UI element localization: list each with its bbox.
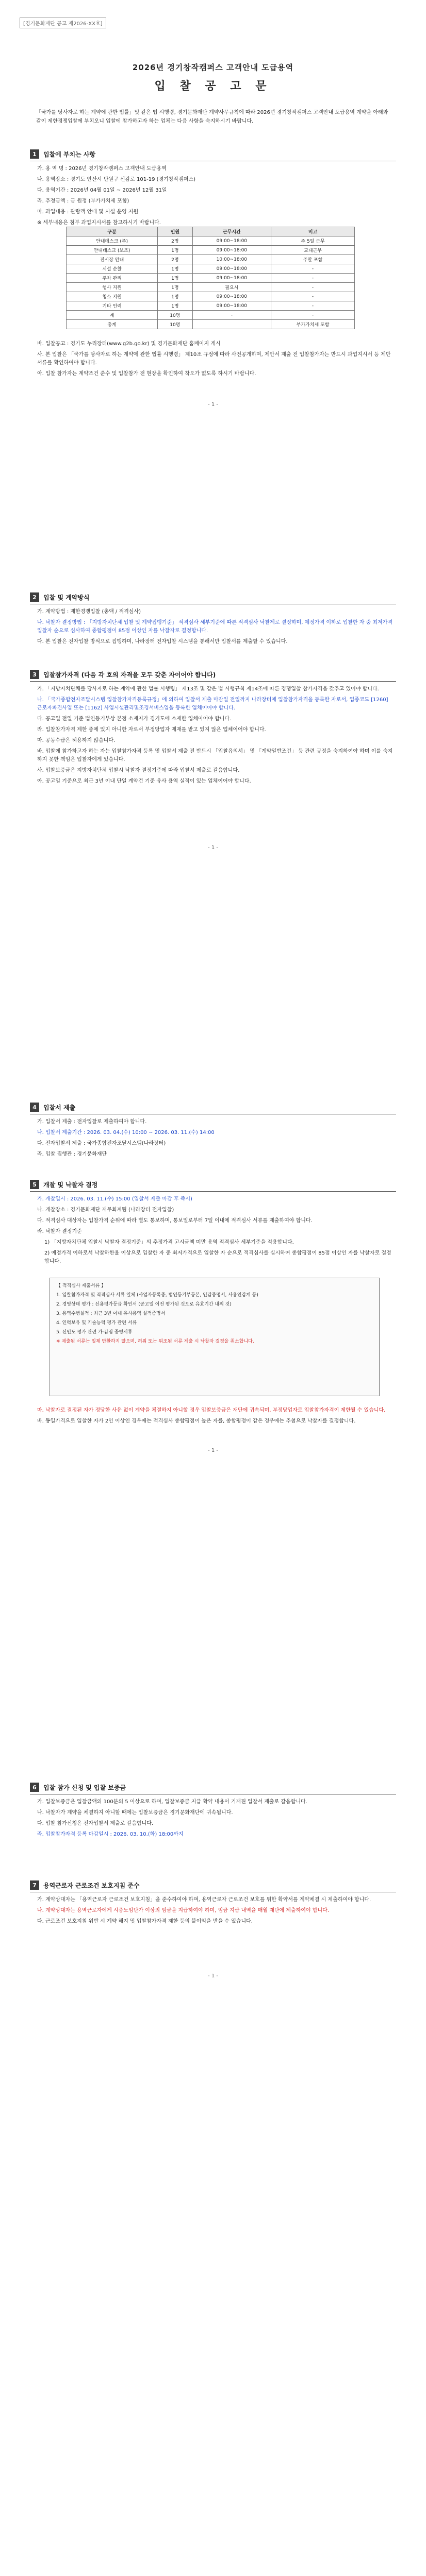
section-1-notes xyxy=(37,340,393,381)
list-item: 다. 전자입찰서 제출 : 국가종합전자조달시스템(나라장터) xyxy=(37,1141,166,1146)
table-header: 구분 xyxy=(67,227,158,236)
list-item: 다. 용역기간 : 2026년 04월 01일 ~ 2026년 12월 31일 xyxy=(37,188,167,193)
section-divider xyxy=(30,1191,396,1192)
list-item: 다. 근로조건 보호지침 위반 시 계약 해지 및 입찰참가자격 제한 등의 불이익을 받을 수 있습니다. xyxy=(37,1919,253,1924)
section-7-header xyxy=(30,1880,139,1890)
section-number: 2 xyxy=(30,592,39,602)
list-item: 아. 입찰 참가자는 계약조건 준수 및 입찰참가 전 현장을 확인하여 착오가 없도록 하시기 바랍니다. xyxy=(37,371,256,377)
box-line: 5. 신인도 평가 관련 가·감점 증빙서류 xyxy=(56,1330,133,1335)
table-cell: 09:00~18:00 xyxy=(192,264,271,274)
note: ※ 세부내용은 첨부 과업지시서를 참고하시기 바랍니다. xyxy=(37,220,161,226)
list-item: 다. 공고일 전일 기준 법인등기부상 본점 소재지가 경기도에 소재한 업체이어야 합니다. xyxy=(37,716,232,722)
section-divider xyxy=(30,681,396,682)
table-cell: 09:00~18:00 xyxy=(192,274,271,283)
list-item: 다. 입찰 참가신청은 전자입찰서 제출로 갈음합니다. xyxy=(37,1821,154,1826)
table-cell: - xyxy=(271,283,355,292)
table-cell: - xyxy=(192,311,271,320)
table-cell: 총계 xyxy=(67,320,158,329)
section-title: 입찰 참가 신청 및 입찰 보증금 xyxy=(43,1784,126,1791)
table-cell: 09:00~18:00 xyxy=(192,292,271,301)
table-row xyxy=(67,301,355,311)
qualification-documents-box xyxy=(50,1278,380,1396)
table-cell: 부가가치세 포함 xyxy=(271,320,355,329)
section-4-body xyxy=(37,1118,393,1161)
section-title: 용역근로자 근로조건 보호지침 준수 xyxy=(43,1882,140,1889)
list-item: 바. 동일가격으로 입찰한 자가 2인 이상인 경우에는 적격심사 종합평점이 높은 자를, 종합평점이 같은 경우에는 추첨으로 낙찰자를 결정합니다. xyxy=(37,1418,356,1424)
table-cell: - xyxy=(271,274,355,283)
table-row xyxy=(67,311,355,320)
section-number: 6 xyxy=(30,1783,39,1792)
list-item: 나. 용역장소 : 경기도 안산시 단원구 선감로 101-19 (경기창작캠퍼스) xyxy=(37,177,196,182)
table-cell: 1명 xyxy=(158,292,192,301)
table-cell: 10명 xyxy=(158,311,192,320)
announcement-subtitle: 2026년 경기창작캠퍼스 고객안내 도급용역 xyxy=(132,63,294,72)
section-5-body xyxy=(37,1195,393,1268)
list-item: 나. 개찰장소 : 경기문화재단 재무회계팀 (나라장터 전자입찰) xyxy=(37,1207,174,1213)
table-cell: 09:00~18:00 xyxy=(192,301,271,311)
table-cell: - xyxy=(271,264,355,274)
list-item: 가. 용 역 명 : 2026년 경기창작캠퍼스 고객안내 도급용역 xyxy=(37,166,167,172)
section-2-body xyxy=(37,608,393,649)
list-item: 다. 적격심사 대상자는 입찰가격 순위에 따라 별도 통보하며, 통보일로부터 7일 이내에 적격심사 서류를 제출하여야 합니다. xyxy=(37,1218,313,1224)
list-item: 가. 개찰일시 : 2026. 03. 11.(수) 15:00 (입찰서 제출 마감 후 즉시) xyxy=(37,1196,192,1202)
table-cell: 기타 인력 xyxy=(67,301,158,311)
page-number-mark: - 1 - xyxy=(208,1973,218,1979)
section-title: 입찰서 제출 xyxy=(43,1104,76,1111)
list-item: 가. 「지방자치단체를 당사자로 하는 계약에 관한 법률 시행령」 제13조 및 같은 법 시행규칙 제14조에 따른 경쟁입찰 참가자격을 갖추고 있어야 합니다. xyxy=(37,686,379,692)
list-item: 2) 예정가격 이하로서 낙찰하한율 이상으로 입찰한 자 중 최저가격으로 입찰한 자 순으로 적격심사를 실시하여 종합평점이 85점 이상인 자를 낙찰자로 결정합니다. xyxy=(44,1250,391,1264)
table-cell: 시설 순찰 xyxy=(67,264,158,274)
list-item: 가. 계약상대자는 「용역근로자 근로조건 보호지침」을 준수하여야 하며, 용역근로자 근로조건 보호를 위한 확약서를 계약체결 시 제출하여야 합니다. xyxy=(37,1897,371,1903)
list-item: 마. 과업내용 : 관람객 안내 및 시설 운영 지원 xyxy=(37,209,139,215)
section-number: 5 xyxy=(30,1180,39,1189)
list-item: 나. 낙찰자 결정방법 : 「지방자치단체 입찰 및 계약집행기준」 적격심사 세부기준에 따른 적격심사 낙찰제로 결정하며, 예정가격 이하로 입찰한 자 중 최저가격 입찰자 순으로 심사하여 종합평점이 85점 이상인 자를 낙찰자로 결정합니다. xyxy=(37,620,393,634)
table-row xyxy=(67,236,355,246)
list-item: 1) 「지방자치단체 입찰시 낙찰자 결정기준」의 추정가격 고시금액 미만 용역 적격심사 세부기준을 적용합니다. xyxy=(44,1240,294,1245)
list-item: 마. 공동수급은 허용하지 않습니다. xyxy=(37,738,116,743)
section-title: 입찰에 부치는 사항 xyxy=(43,150,96,158)
list-item: 라. 추정금액 : 금 원정 (부가가치세 포함) xyxy=(37,198,129,204)
list-item: 나. 입찰서 제출기간 : 2026. 03. 04.(수) 10:00 ~ 2026. 03. 11.(수) 14:00 xyxy=(37,1130,215,1136)
section-1-body xyxy=(37,165,393,230)
table-row xyxy=(67,283,355,292)
box-line: 2. 경영상태 평가 : 신용평가등급 확인서 (공고일 이전 평가된 것으로 유효기간 내의 것) xyxy=(56,1302,232,1307)
table-row xyxy=(67,320,355,329)
section-3-header xyxy=(30,670,216,679)
staffing-table xyxy=(66,227,355,329)
list-item: 라. 입찰참가자격 등록 마감일시 : 2026. 03. 10.(화) 18:00까지 xyxy=(37,1832,184,1837)
list-item: 바. 입찰에 참가하고자 하는 자는 입찰참가자격 등록 및 입찰서 제출 전 반드시 「입찰유의서」 및 「계약일반조건」 등 관련 규정을 숙지하여야 하며 이를 숙지하지 못한 책임은 입찰자에게 있습니다. xyxy=(37,749,393,762)
list-item: 나. 낙찰자가 계약을 체결하지 아니할 때에는 입찰보증금은 경기문화재단에 귀속됩니다. xyxy=(37,1810,233,1816)
table-row xyxy=(67,264,355,274)
table-row xyxy=(67,274,355,283)
box-line: 4. 인력보유 및 기술능력 평가 관련 서류 xyxy=(56,1320,137,1326)
section-number: 3 xyxy=(30,670,39,679)
table-cell: 계 xyxy=(67,311,158,320)
list-item: 가. 계약방법 : 제한경쟁입찰 (총액 / 적격심사) xyxy=(37,609,141,615)
section-4-header xyxy=(30,1103,75,1112)
table-cell xyxy=(192,320,271,329)
list-item: 라. 입찰참가자격 제한 중에 있지 아니한 자로서 부정당업자 제재를 받고 있지 않은 업체이어야 합니다. xyxy=(37,727,266,733)
table-header: 비고 xyxy=(271,227,355,236)
table-cell: 1명 xyxy=(158,301,192,311)
section-5-header xyxy=(30,1180,97,1189)
section-5-notes xyxy=(37,1406,393,1428)
list-item: 사. 입찰보증금은 지방자치단체 입찰시 낙찰자 결정기준에 따라 입찰서 제출로 갈음합니다. xyxy=(37,768,240,773)
table-cell: 필요시 xyxy=(192,283,271,292)
box-line: 1. 입찰참가자격 및 적격심사 서류 일체 (사업자등록증, 법인등기부등본, 인감증명서, 사용인감계 등) xyxy=(56,1293,258,1298)
intro-paragraph: 「국가를 당사자로 하는 계약에 관한 법률」및 같은 법 시행령, 경기문화재단 계약사무규칙에 따라 2026년 경기창작캠퍼스 고객안내 도급용역 계약을 아래와 같이 제한경쟁입찰에 부치오니 입찰에 참가하고자 하는 업체는 다음 사항을 숙지하시기 바랍니다. xyxy=(36,110,388,124)
section-6-header xyxy=(30,1783,126,1792)
table-cell: 09:00~18:00 xyxy=(192,246,271,255)
list-item: 마. 낙찰자로 결정된 자가 정당한 사유 없이 계약을 체결하지 아니할 경우 입찰보증금은 재단에 귀속되며, 부정당업자로 입찰참가자격이 제한될 수 있습니다. xyxy=(37,1408,386,1413)
table-row xyxy=(67,292,355,301)
table-cell: 09:00~18:00 xyxy=(192,236,271,246)
list-item: 나. 「국가종합전자조달시스템 입찰참가자격등록규정」에 의하여 입찰서 제출 마감일 전일까지 나라장터에 입찰참가자격을 등록한 자로서, 업종코드 [1260] 근로자파견사업 또는 [1162] 사업시설관리및조경서비스업을 등록한 업체이어야 합니다. xyxy=(37,697,388,711)
table-cell: 1명 xyxy=(158,264,192,274)
table-cell: 주 5일 근무 xyxy=(271,236,355,246)
table-cell: - xyxy=(271,292,355,301)
table-header: 인원 xyxy=(158,227,192,236)
page-number-mark: - 1 - xyxy=(208,1448,218,1453)
list-item: 가. 입찰서 제출 : 전자입찰로 제출하여야 합니다. xyxy=(37,1119,147,1125)
table-cell: 1명 xyxy=(158,274,192,283)
table-cell: 전시장 안내 xyxy=(67,255,158,264)
table-cell: 1명 xyxy=(158,283,192,292)
box-line: 3. 용역수행실적 : 최근 3년 이내 유사용역 실적증명서 xyxy=(56,1311,166,1316)
section-7-body xyxy=(37,1896,393,1928)
list-item: 다. 본 입찰은 전자입찰 방식으로 집행하며, 나라장터 전자입찰 시스템을 통해서만 입찰서를 제출할 수 있습니다. xyxy=(37,639,288,645)
section-6-body xyxy=(37,1798,393,1841)
list-item: 아. 공고일 기준으로 최근 3년 이내 단일 계약건 기준 유사 용역 실적이 있는 업체이어야 합니다. xyxy=(37,778,251,784)
list-item: 라. 낙찰자 결정기준 xyxy=(37,1229,82,1234)
table-cell: 청소 지원 xyxy=(67,292,158,301)
table-cell: 10명 xyxy=(158,320,192,329)
table-cell: 교대근무 xyxy=(271,246,355,255)
table-cell: 안내데스크 (보조) xyxy=(67,246,158,255)
table-cell: 2명 xyxy=(158,255,192,264)
page-number-mark: - 1 - xyxy=(208,845,218,851)
table-header: 근무시간 xyxy=(192,227,271,236)
section-title: 개찰 및 낙찰자 결정 xyxy=(43,1181,98,1189)
section-number: 4 xyxy=(30,1103,39,1112)
box-title: 【 적격심사 제출서류 】 xyxy=(56,1283,106,1289)
section-1-header xyxy=(30,149,95,159)
table-cell: 1명 xyxy=(158,246,192,255)
table-row xyxy=(67,255,355,264)
list-item: 라. 입찰 집행관 : 경기문화재단 xyxy=(37,1151,107,1157)
page-number-mark: - 1 - xyxy=(208,402,218,408)
list-item: 가. 입찰보증금은 입찰금액의 100분의 5 이상으로 하며, 입찰보증금 지급 확약 내용이 기재된 입찰서 제출로 갈음합니다. xyxy=(37,1799,307,1805)
table-cell: 행사 지원 xyxy=(67,283,158,292)
box-line: ※ 제출된 서류는 일체 반환하지 않으며, 허위 또는 위조된 서류 제출 시 낙찰자 결정을 취소합니다. xyxy=(56,1339,254,1344)
list-item: 바. 입찰공고 : 경기도 누리장터(www.g2b.go.kr) 및 경기문화재단 홈페이지 게시 xyxy=(37,341,221,347)
section-3-body xyxy=(37,685,393,788)
list-item: 나. 계약상대자는 용역근로자에게 시중노임단가 이상의 임금을 지급하여야 하며, 임금 지급 내역을 매월 재단에 제출하여야 합니다. xyxy=(37,1908,330,1913)
section-title: 입찰 및 계약방식 xyxy=(43,594,90,601)
table-cell: 2명 xyxy=(158,236,192,246)
section-number: 1 xyxy=(30,149,39,159)
section-title: 입찰참가자격 (다음 각 호의 자격을 모두 갖춘 자이어야 합니다) xyxy=(43,671,216,679)
table-cell: 10:00~18:00 xyxy=(192,255,271,264)
table-row xyxy=(67,246,355,255)
table-cell: 안내데스크 (주) xyxy=(67,236,158,246)
table-cell: 주말 포함 xyxy=(271,255,355,264)
table-cell: 주차 관리 xyxy=(67,274,158,283)
table-cell: - xyxy=(271,301,355,311)
section-number: 7 xyxy=(30,1880,39,1890)
doc-number-tag: [경기문화재단 공고 제2026-XX호] xyxy=(20,18,106,28)
section-2-header xyxy=(30,592,90,602)
list-item: 사. 본 입찰은 「국가를 당사자로 하는 계약에 관한 법률 시행령」 제10조 규정에 따라 사전공개하며, 제안서 제출 전 입찰참가자는 반드시 과업지시서 등 제반 서류를 확인하여야 합니다. xyxy=(37,352,391,366)
table-cell: - xyxy=(271,311,355,320)
announcement-title: 입 찰 공 고 문 xyxy=(154,80,272,93)
